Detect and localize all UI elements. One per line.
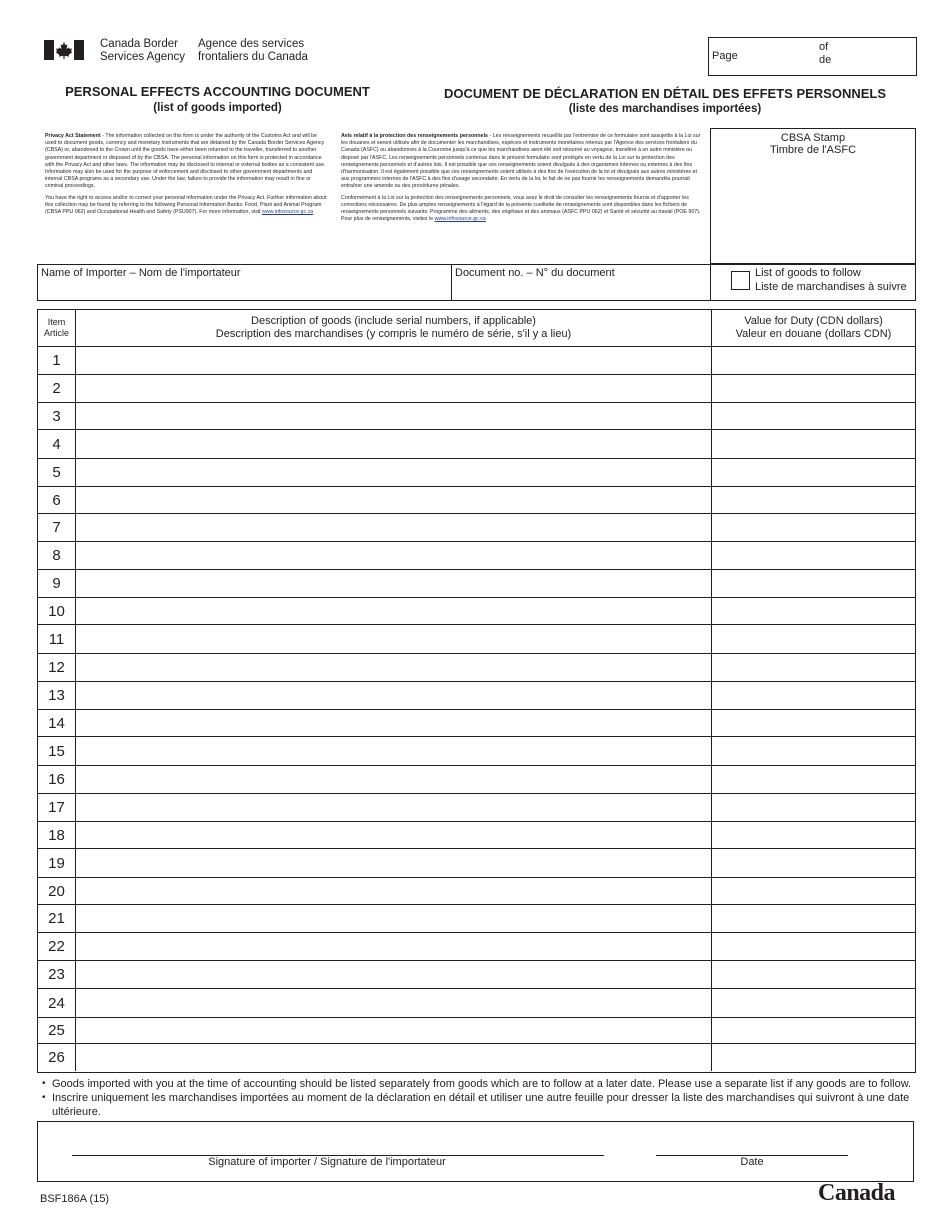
table-row bbox=[38, 542, 915, 570]
description-cell[interactable] bbox=[75, 766, 711, 793]
item-column-header: Item Article bbox=[43, 317, 69, 338]
instruction-fr: • Inscrire uniquement les marchandises importées au moment de la déclaration en détail et utiliser une autre feuille pour dresser la liste des marchandises qui suivront à une date ultérieure. bbox=[42, 1091, 912, 1119]
item-number: 5 bbox=[52, 464, 61, 481]
table-row bbox=[38, 570, 915, 598]
item-number: 3 bbox=[52, 407, 61, 425]
agency-name-fr: Agence des services frontaliers du Canada bbox=[198, 38, 308, 63]
description-cell[interactable] bbox=[75, 933, 711, 960]
page-of-label: of de bbox=[819, 41, 832, 66]
table-row bbox=[38, 822, 915, 849]
item-number: 24 bbox=[48, 994, 65, 1012]
description-cell[interactable] bbox=[75, 430, 711, 458]
item-number: 17 bbox=[48, 799, 65, 816]
description-cell[interactable] bbox=[75, 794, 711, 821]
importer-name-field[interactable]: Name of Importer – Nom de l'importateur bbox=[41, 267, 241, 279]
value-cell[interactable] bbox=[711, 542, 915, 569]
page-number-box[interactable] bbox=[708, 37, 917, 76]
item-number: 19 bbox=[48, 854, 65, 872]
subtitle-fr: (liste des marchandises importées) bbox=[568, 103, 762, 115]
item-number: 8 bbox=[52, 547, 61, 564]
table-row bbox=[38, 375, 915, 403]
description-cell[interactable] bbox=[75, 849, 711, 877]
description-cell[interactable] bbox=[75, 459, 711, 486]
infosource-link-fr[interactable]: www.infosource.gc.ca bbox=[434, 216, 486, 223]
value-cell[interactable] bbox=[711, 710, 915, 736]
table-row bbox=[38, 625, 915, 654]
value-cell[interactable] bbox=[711, 794, 915, 821]
item-number: 10 bbox=[48, 602, 65, 620]
title-fr: DOCUMENT DE DÉCLARATION EN DÉTAIL DES EFFETS PERSONNELS bbox=[443, 86, 887, 101]
value-cell[interactable] bbox=[711, 1044, 915, 1071]
table-row bbox=[38, 1044, 915, 1071]
item-number: 26 bbox=[48, 1049, 65, 1066]
table-row bbox=[38, 989, 915, 1018]
privacy-statement-en: Privacy Act Statement - The information collected on this form is under the authority of the Customs Act and will be used to document goods, currency and monetary instruments that are detained by the Canada Border Services Agency (CBSA) or, abandoned to the Crown until the goods have either been returned to the traveller, transferred to another government department or disposed of by the CBSA. The personal information on this form is protected in accordance with the Privacy Act and other laws. The information may be disclosed to internal or external bodies as a consistent use. Information may also be used for the purpose of enforcement and disclosed to other government departments and internal CBSA programs as a secondary use. Under the law, failure to provide the information may result in fine or criminal proceedings. You have the right to access and/or to correct your personal information under the Privacy Act. Further information about this collection may be found by referring to the following Personal Information Banks: Food, Plant and Animal Program (CBSA PPU 062) and Occupational Health and Safety (PSU907). For more information, visit www.infosource.gc.ca bbox=[45, 133, 327, 216]
value-cell[interactable] bbox=[711, 654, 915, 681]
table-row bbox=[38, 487, 915, 514]
item-number: 14 bbox=[48, 714, 65, 732]
value-cell[interactable] bbox=[711, 570, 915, 597]
value-cell[interactable] bbox=[711, 989, 915, 1017]
description-cell[interactable] bbox=[75, 542, 711, 569]
value-cell[interactable] bbox=[711, 905, 915, 932]
table-row bbox=[38, 849, 915, 878]
value-cell[interactable] bbox=[711, 933, 915, 960]
item-number: 23 bbox=[48, 966, 65, 983]
item-number: 15 bbox=[48, 742, 65, 760]
description-cell[interactable] bbox=[75, 961, 711, 988]
value-cell[interactable] bbox=[711, 766, 915, 793]
item-number: 12 bbox=[48, 659, 65, 676]
item-number: 6 bbox=[52, 491, 61, 509]
value-cell[interactable] bbox=[711, 849, 915, 877]
goods-table-header bbox=[37, 309, 916, 347]
value-cell[interactable] bbox=[711, 822, 915, 848]
canada-flag-icon bbox=[44, 40, 84, 60]
privacy-statement-fr: Avis relatif à la protection des renseignements personnels - Les renseignements recueillis par l'entremise de ce formulaire sont assujettis à la Loi sur les douanes et seront utilisés afin de documenter les marchandises, espèces et instruments monétaires retenus par l'Agence des services frontaliers du Canada (ASFC) ou abandonnés à la Couronne jusqu'à ce que les marchandises aient été soit retourné au voyageur, transféré à un autre ministère ou disposé par l'ASFC. Les renseignements personnels contenus dans le présent formulaire sont protégés en vertu de la Loi sur la protection des renseignements personnels et d'autres lois. Il est possible que ces renseignements soient divulgués à des organismes internes ou externes à des fins d'harmonisation. Il est également possible que ces renseignements soient utilisés à des fins de l'exécution de la loi et divulgués aux autres ministères et aux programmes internes de l'ASFC à des fins d'usage secondaire. En vertu de la loi, le fait de ne pas fournir les renseignements demandés pourrait entraîner une amende ou des procédures pénales. Conformément à la Loi sur la protection des renseignements personnels, vous avez le droit de consulter les renseignements fournis et d'apporter les corrections nécessaires. De plus amples renseignements à l'égard de la présente cueillette de renseignements sont disponibles dans les fichiers de renseignements personnels suivants: Programme des aliments, des végétaux et des animaux (ASFC PPU 062) et Santé et sécurité au travail (POE 907). Pour plus de renseignements, visitez le www.infosource.gc.ca bbox=[341, 133, 701, 223]
table-row bbox=[38, 682, 915, 710]
document-number-field[interactable]: Document no. – N° du document bbox=[455, 267, 615, 279]
value-cell[interactable] bbox=[711, 347, 915, 374]
item-number: 2 bbox=[52, 380, 61, 397]
value-column-header: Value for Duty (CDN dollars) Valeur en douane (dollars CDN) bbox=[735, 315, 892, 340]
table-row bbox=[38, 403, 915, 430]
value-cell[interactable] bbox=[711, 430, 915, 458]
table-row bbox=[38, 766, 915, 794]
table-row bbox=[38, 961, 915, 989]
description-cell[interactable] bbox=[75, 375, 711, 402]
description-cell[interactable] bbox=[75, 598, 711, 624]
value-cell[interactable] bbox=[711, 375, 915, 402]
value-cell[interactable] bbox=[711, 961, 915, 988]
value-cell[interactable] bbox=[711, 625, 915, 653]
description-cell[interactable] bbox=[75, 710, 711, 736]
item-number: 20 bbox=[48, 882, 65, 900]
item-number: 22 bbox=[48, 938, 65, 955]
item-number: 13 bbox=[48, 687, 65, 704]
description-cell[interactable] bbox=[75, 487, 711, 513]
table-row bbox=[38, 459, 915, 487]
description-cell[interactable] bbox=[75, 737, 711, 765]
table-row bbox=[38, 737, 915, 766]
table-row bbox=[38, 598, 915, 625]
description-cell[interactable] bbox=[75, 570, 711, 597]
item-number: 9 bbox=[52, 575, 61, 592]
form-number: BSF186A (15) bbox=[40, 1193, 110, 1205]
item-number: 25 bbox=[48, 1022, 65, 1039]
canada-wordmark: Canada bbox=[818, 1180, 896, 1206]
item-number: 1 bbox=[52, 352, 61, 369]
table-row bbox=[38, 710, 915, 737]
description-cell[interactable] bbox=[75, 989, 711, 1017]
agency-name-en: Canada Border Services Agency bbox=[100, 38, 186, 63]
description-cell[interactable] bbox=[75, 625, 711, 653]
description-cell[interactable] bbox=[75, 514, 711, 541]
value-cell[interactable] bbox=[711, 1018, 915, 1043]
item-number: 18 bbox=[48, 826, 65, 844]
subtitle-en: (list of goods imported) bbox=[153, 102, 282, 114]
value-cell[interactable] bbox=[711, 598, 915, 624]
description-cell[interactable] bbox=[75, 654, 711, 681]
goods-to-follow-label: List of goods to follow Liste de marchandises à suivre bbox=[755, 267, 907, 293]
page-label: Page bbox=[712, 50, 738, 62]
item-number: 7 bbox=[52, 519, 61, 536]
table-row bbox=[38, 1018, 915, 1044]
description-cell[interactable] bbox=[75, 1018, 711, 1043]
table-row bbox=[38, 430, 915, 459]
signature-label: Signature of importer / Signature de l'importateur bbox=[208, 1156, 446, 1168]
description-cell[interactable] bbox=[75, 905, 711, 932]
table-row bbox=[38, 933, 915, 961]
instruction-en: • Goods imported with you at the time of accounting should be listed separately from goods which are to follow at a later date. Please use a separate list if any goods are to follow. bbox=[42, 1077, 912, 1091]
item-number: 16 bbox=[48, 771, 65, 788]
value-cell[interactable] bbox=[711, 459, 915, 486]
table-row bbox=[38, 654, 915, 682]
item-number: 11 bbox=[48, 630, 65, 648]
title-en: PERSONAL EFFECTS ACCOUNTING DOCUMENT bbox=[65, 84, 370, 99]
value-cell[interactable] bbox=[711, 682, 915, 709]
table-row bbox=[38, 347, 915, 375]
description-cell[interactable] bbox=[75, 822, 711, 848]
description-column-header: Description of goods (include serial numbers, if applicable) Description des marchandises (y compris le numéro de série, s'il y a lieu) bbox=[215, 315, 572, 340]
description-cell[interactable] bbox=[75, 347, 711, 374]
value-cell[interactable] bbox=[711, 878, 915, 904]
description-cell[interactable] bbox=[75, 403, 711, 429]
value-cell[interactable] bbox=[711, 737, 915, 765]
description-cell[interactable] bbox=[75, 682, 711, 709]
description-cell[interactable] bbox=[75, 1044, 711, 1071]
table-row bbox=[38, 794, 915, 822]
signature-box bbox=[37, 1121, 914, 1182]
instructions bbox=[42, 1077, 912, 1119]
infosource-link-en[interactable]: www.infosource.gc.ca bbox=[261, 209, 314, 216]
date-label: Date bbox=[740, 1156, 764, 1168]
table-row bbox=[38, 905, 915, 933]
goods-to-follow-checkbox[interactable] bbox=[731, 271, 750, 290]
description-cell[interactable] bbox=[75, 878, 711, 904]
goods-table bbox=[37, 346, 916, 1073]
item-number: 21 bbox=[48, 910, 65, 927]
value-cell[interactable] bbox=[711, 514, 915, 541]
table-row bbox=[38, 514, 915, 542]
table-row bbox=[38, 878, 915, 905]
value-cell[interactable] bbox=[711, 403, 915, 429]
cbsa-stamp-box: CBSA Stamp Timbre de l'ASFC bbox=[710, 128, 916, 264]
value-cell[interactable] bbox=[711, 487, 915, 513]
item-number: 4 bbox=[52, 435, 61, 453]
